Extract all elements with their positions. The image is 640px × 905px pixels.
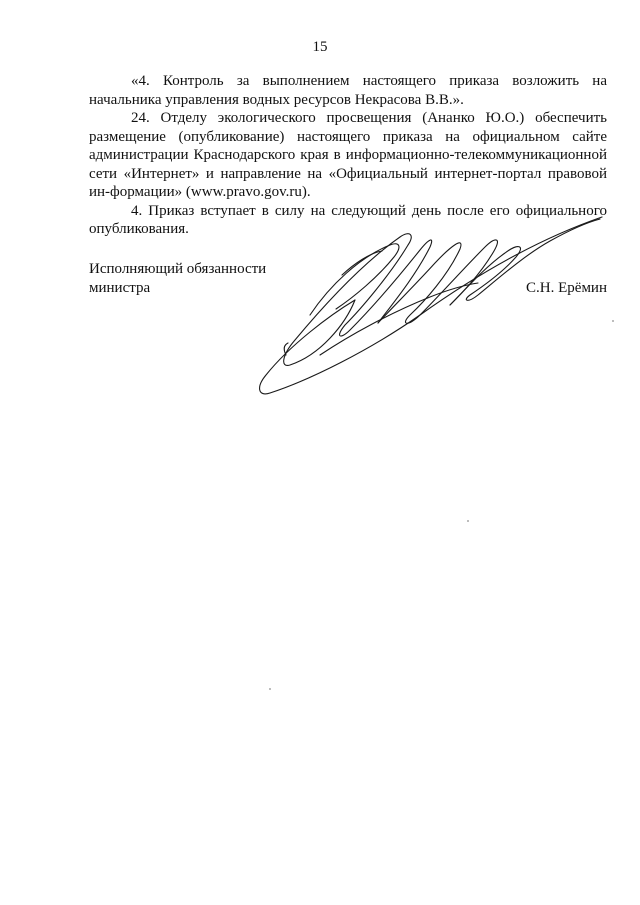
signatory-name: С.Н. Ерёмин bbox=[526, 279, 607, 296]
page-number: 15 bbox=[312, 39, 328, 55]
handwritten-signature bbox=[250, 205, 610, 400]
scan-speck bbox=[612, 320, 614, 322]
signatory-title-line1: Исполняющий обязанности bbox=[89, 261, 267, 277]
paragraph-item-24-publication: 24. Отделу экологического просвещения (Ананко Ю.О.) обеспечить размещение (опубликование) настоящего приказа на официальном сайте администрации Краснодарского края в информационно-телекоммуникационной сети «Интернет» и направление на «Официальный интернет-портал правовой ин-формации» (www.pravo.gov.ru). bbox=[89, 110, 607, 200]
scan-speck bbox=[269, 688, 271, 690]
signatory-title-line2: министра bbox=[89, 279, 151, 296]
scan-speck bbox=[467, 520, 469, 522]
paragraph-item-4-control: «4. Контроль за выполнением настоящего приказа возложить на начальника управления водных ресурсов Некрасова В.В.». bbox=[89, 73, 607, 108]
paragraph-item-4-entry-into-force: 4. Приказ вступает в силу на следующий день после его официального опубликования. bbox=[89, 202, 607, 237]
